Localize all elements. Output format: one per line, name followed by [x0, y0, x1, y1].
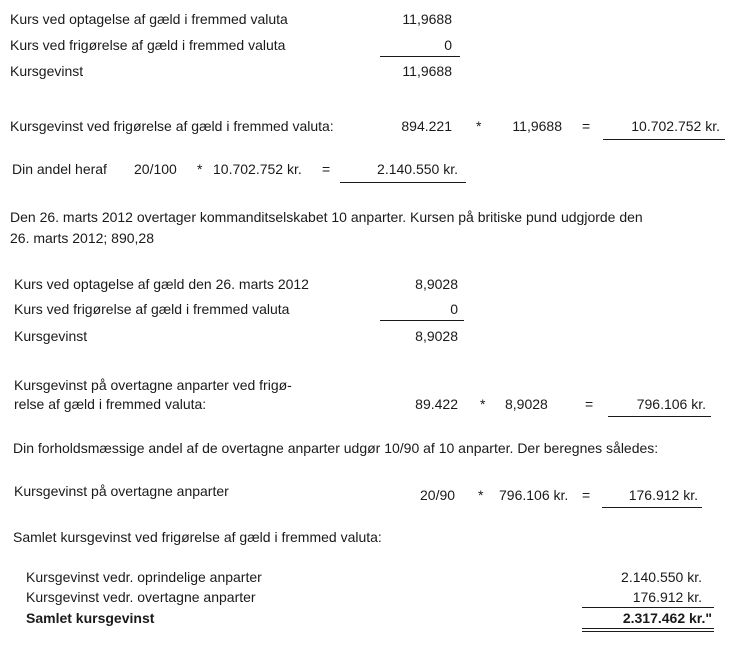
- calc2-label-line1: Kursgevinst på overtagne anparter ved frigø-: [14, 377, 292, 393]
- summary-heading: Samlet kursgevinst ved frigørelse af gæld i fremmed valuta:: [13, 529, 382, 545]
- calc3-equals: =: [582, 487, 591, 503]
- calc2-result-rule: [608, 416, 711, 417]
- block2-sum-rule: [380, 320, 464, 321]
- paragraph1-line1: Den 26. marts 2012 overtager kommanditselskabet 10 anparter. Kursen på britiske pund udgjorde den: [10, 209, 643, 225]
- calc1-equals: =: [582, 118, 591, 134]
- summary-sum-rule: [582, 607, 714, 608]
- calc2-multiply: *: [480, 396, 486, 412]
- share1-multiply: *: [197, 161, 203, 177]
- block1-row3-label: Kursgevinst: [10, 63, 84, 79]
- block1-sum-rule: [380, 56, 460, 57]
- block2-row3-value: 8,9028: [415, 328, 458, 344]
- paragraph1-line2: 26. marts 2012; 890,28: [10, 230, 154, 246]
- share1-equals: =: [322, 161, 331, 177]
- share1-result-rule: [340, 182, 466, 183]
- block1-row2-value: 0: [444, 37, 452, 53]
- block2-row1-value: 8,9028: [415, 276, 458, 292]
- block2-row2-value: 0: [450, 301, 458, 317]
- block2-row2-label: Kurs ved frigørelse af gæld i fremmed valuta: [14, 301, 290, 317]
- calc2-equals: =: [585, 396, 594, 412]
- paragraph2: Din forholdsmæssige andel af de overtagne anparter udgør 10/90 af 10 anparter. Der beregnes således:: [13, 440, 659, 456]
- block1-row1-label: Kurs ved optagelse af gæld i fremmed valuta: [10, 11, 288, 27]
- calc3-multiply: *: [478, 487, 484, 503]
- block1-row2-label: Kurs ved frigørelse af gæld i fremmed valuta: [10, 37, 286, 53]
- summary-total-rule-1: [582, 628, 714, 629]
- share1-amount: 10.702.752 kr.: [213, 161, 302, 177]
- block1-row3-value: 11,9688: [402, 63, 452, 79]
- summary-row1-label: Kursgevinst vedr. oprindelige anparter: [26, 569, 262, 585]
- summary-total-label: Samlet kursgevinst: [26, 610, 155, 626]
- calc2-result: 796.106 kr.: [636, 396, 706, 412]
- block2-row1-label: Kurs ved optagelse af gæld den 26. marts 2012: [14, 276, 309, 292]
- calc1-amount: 894.221: [401, 118, 452, 134]
- summary-total-value: 2.317.462 kr.": [622, 610, 712, 626]
- summary-total-rule-2: [582, 631, 714, 632]
- calc1-label: Kursgevinst ved frigørelse af gæld i fremmed valuta:: [10, 118, 334, 134]
- block1-row1-value: 11,9688: [402, 11, 452, 27]
- summary-row2-value: 176.912 kr.: [632, 589, 702, 605]
- calc2-amount: 89.422: [415, 396, 458, 412]
- calc1-result: 10.702.752 kr.: [631, 118, 720, 134]
- block2-row3-label: Kursgevinst: [14, 328, 88, 344]
- calc3-result-rule: [602, 507, 702, 508]
- share1-fraction: 20/100: [134, 161, 177, 177]
- share1-result: 2.140.550 kr.: [377, 161, 458, 177]
- summary-row1-value: 2.140.550 kr.: [621, 569, 702, 585]
- calc2-label-line2: relse af gæld i fremmed valuta:: [14, 396, 207, 412]
- calc2-rate: 8,9028: [505, 396, 548, 412]
- calc3-result: 176.912 kr.: [628, 487, 698, 503]
- calc3-label: Kursgevinst på overtagne anparter: [14, 483, 229, 499]
- calc1-rate: 11,9688: [512, 118, 562, 134]
- calc3-fraction: 20/90: [420, 487, 456, 503]
- calc3-amount: 796.106 kr.: [499, 487, 569, 503]
- calc1-result-rule: [603, 139, 725, 140]
- summary-row2-label: Kursgevinst vedr. overtagne anparter: [26, 589, 256, 605]
- share1-label: Din andel heraf: [12, 161, 107, 177]
- calc1-multiply: *: [476, 118, 482, 134]
